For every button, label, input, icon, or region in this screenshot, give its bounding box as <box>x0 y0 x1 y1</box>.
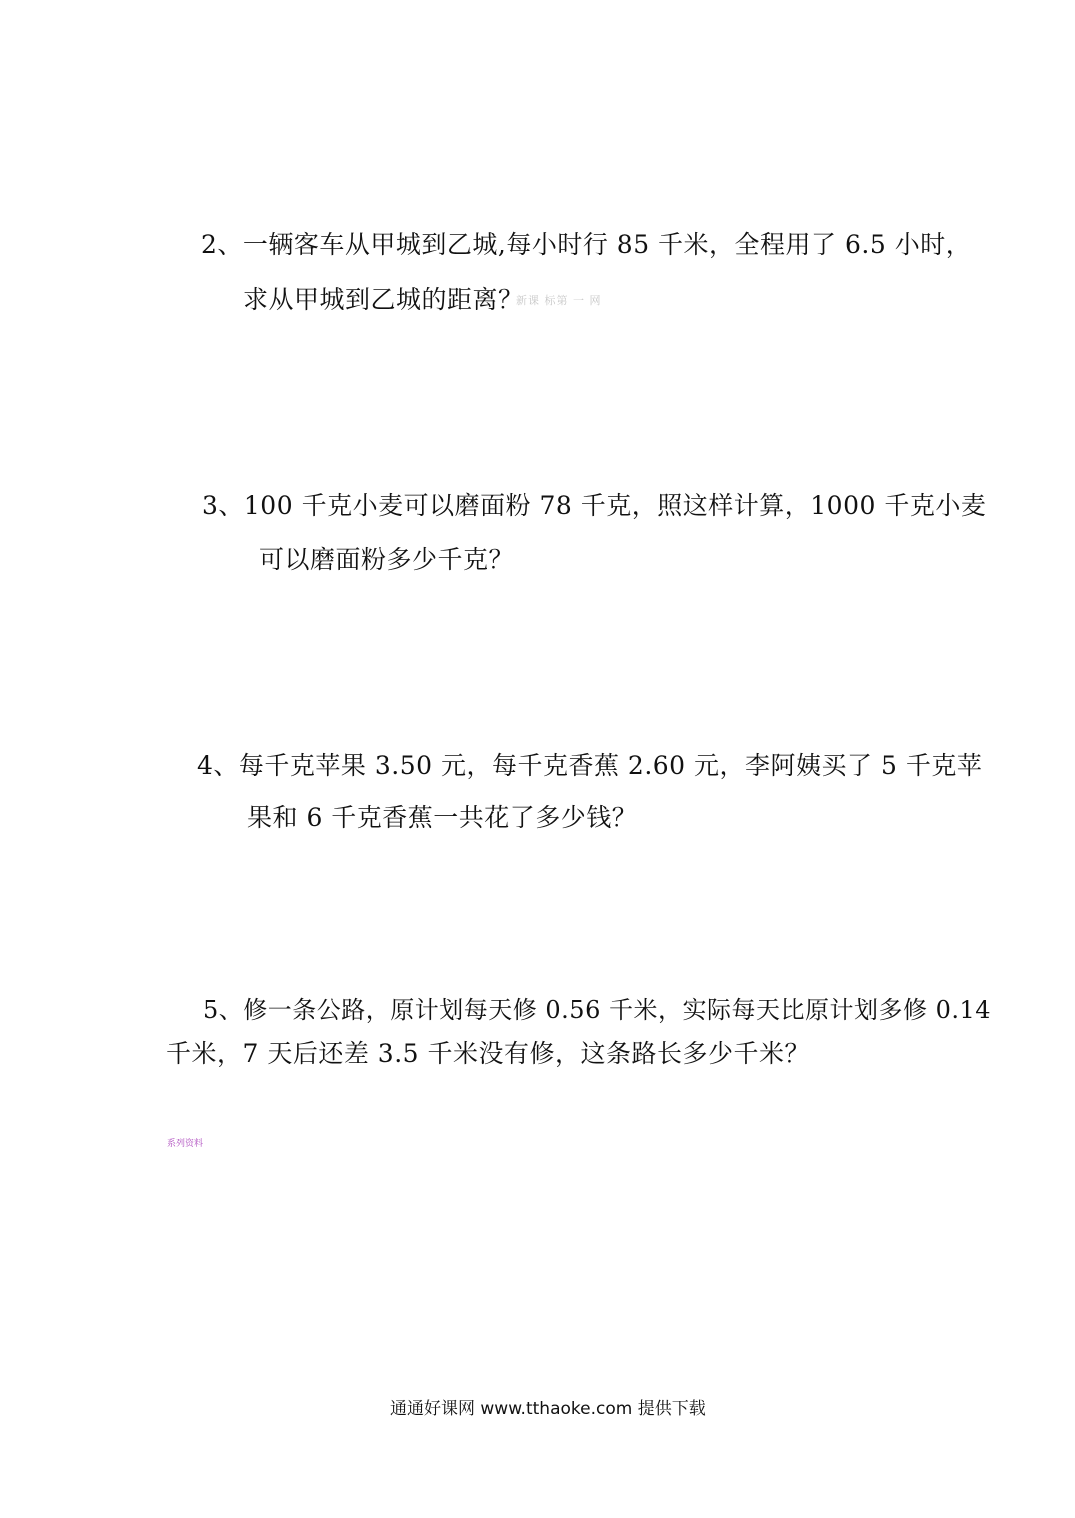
problem-5-line-1: 5、修一条公路，原计划每天修 0.56 千米，实际每天比原计划多修 0.14 <box>203 996 992 1024</box>
problem-3-line-2: 可以磨面粉多少千克？ <box>259 545 515 574</box>
watermark-text: 新课 标第 一 网 <box>516 294 602 307</box>
footer-text: 通通好课网 www.tthaoke.com 提供下载 <box>390 1399 706 1419</box>
series-note: 系列资料 <box>167 1139 204 1149</box>
problem-4-line-2: 果和 6 千克香蕉一共花了多少钱？ <box>247 803 638 832</box>
problem-4-line-1: 4、每千克苹果 3.50 元，每千克香蕉 2.60 元，李阿姨买了 5 千克苹 <box>197 751 983 780</box>
problem-2-line-1: 2、一辆客车从甲城到乙城,每小时行 85 千米，全程用了 6.5 小时， <box>201 230 972 259</box>
problem-5-line-2: 千米，7 天后还差 3.5 千米没有修，这条路长多少千米？ <box>166 1039 811 1068</box>
problem-2-line-2: 求从甲城到乙城的距离？ <box>243 285 524 314</box>
problem-3-line-1: 3、100 千克小麦可以磨面粉 78 千克，照这样计算，1000 千克小麦 <box>202 491 987 520</box>
